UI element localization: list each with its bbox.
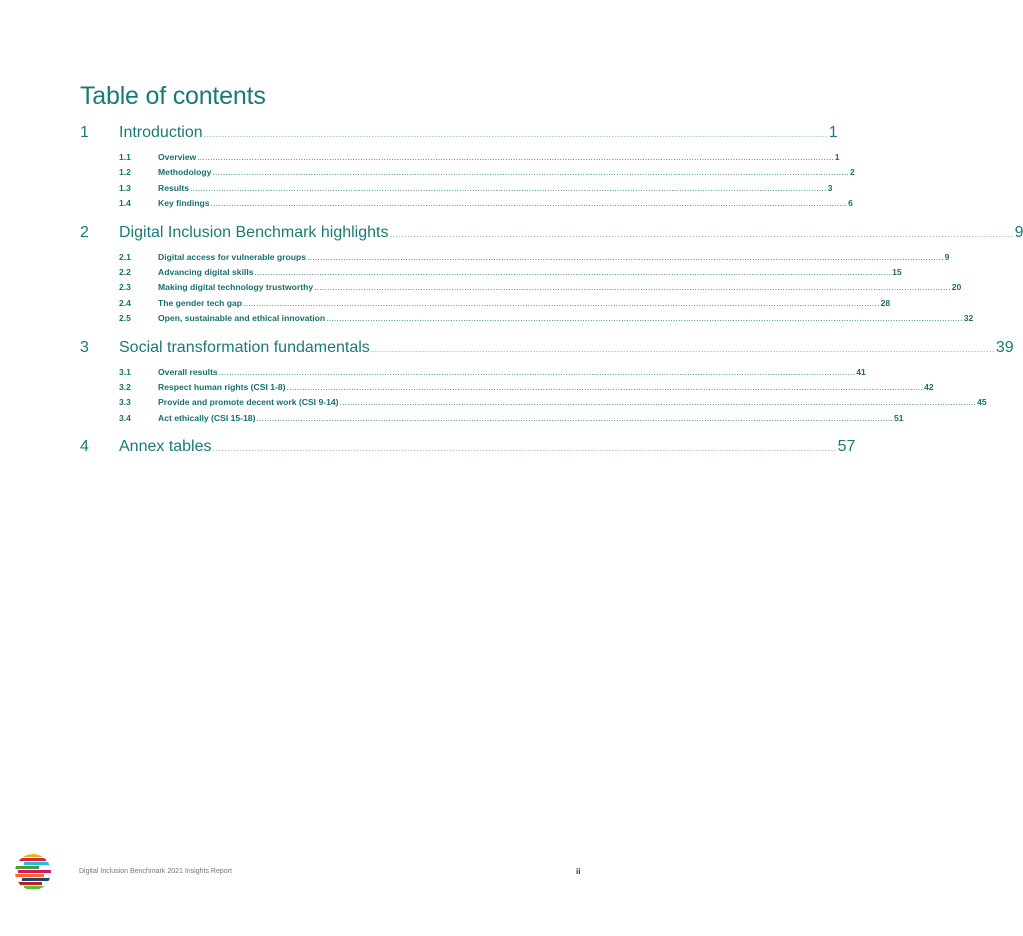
section-number: 1.1 — [119, 152, 131, 162]
toc-section-1-2[interactable] — [119, 167, 855, 182]
dot-leader: ................................................................................................................................................................................................................ — [212, 443, 837, 454]
section-title: Digital access for vulnerable groups — [158, 251, 307, 262]
chapter-number: 2 — [80, 223, 89, 241]
toc-section-3-1[interactable] — [119, 366, 866, 382]
chapter-number: 1 — [80, 124, 89, 141]
section-number: 3.1 — [119, 366, 131, 377]
toc-section-1-4[interactable] — [119, 198, 853, 213]
section-number: 3.2 — [119, 381, 131, 392]
section-title: Advancing digital skills — [158, 266, 254, 277]
section-page: 9 — [944, 251, 950, 262]
section-page: 2 — [850, 167, 855, 178]
dot-leader: ...................................................................................................................................................................................................................................................... — [210, 198, 848, 209]
section-page: 3 — [827, 182, 833, 193]
section-number: 3.3 — [119, 397, 131, 408]
dot-leader: ...................................................................................................................................................................................................................................................... — [307, 251, 944, 262]
toc-section-3-4[interactable] — [119, 412, 904, 428]
world-benchmarking-alliance-logo-icon — [14, 853, 52, 891]
chapter-1-sections — [80, 146, 855, 224]
chapter-page: 39 — [995, 338, 1014, 356]
chapter-page: 9 — [1014, 223, 1023, 241]
chapter-2-sections — [80, 246, 974, 339]
section-number: 2.3 — [119, 282, 131, 293]
chapter-number: 3 — [80, 338, 89, 356]
toc-section-1-1[interactable] — [119, 152, 840, 167]
section-number: 1.2 — [119, 167, 131, 178]
dot-leader: ...................................................................................................................................................................................................................................................... — [256, 412, 893, 423]
section-title: Making digital technology trustworthy — [158, 282, 314, 293]
dot-leader: ................................................................................................................................................................................................................ — [389, 228, 1014, 239]
section-title: Act ethically (CSI 15-18) — [158, 412, 256, 423]
chapter-number: 4 — [80, 438, 89, 456]
section-number: 1.4 — [119, 198, 131, 209]
section-number: 2.1 — [119, 251, 131, 262]
section-number: 2.4 — [119, 297, 131, 308]
chapter-title: Annex tables — [119, 438, 212, 456]
dot-leader: ...................................................................................................................................................................................................................................................... — [254, 266, 892, 277]
section-number: 1.3 — [119, 182, 131, 193]
dot-leader: ...................................................................................................................................................................................................................................................... — [212, 167, 850, 178]
toc-section-2-2[interactable] — [119, 266, 902, 282]
section-number: 3.4 — [119, 412, 131, 423]
table-of-contents — [80, 124, 1023, 460]
footer-report-name: Digital Inclusion Benchmark 2021 Insights Report — [79, 868, 232, 875]
dot-leader: ...................................................................................................................................................................................................................................................... — [286, 381, 924, 392]
chapter-title: Introduction — [119, 124, 203, 141]
section-page: 42 — [924, 381, 934, 392]
chapter-title: Digital Inclusion Benchmark highlights — [119, 223, 389, 241]
section-page: 1 — [834, 152, 840, 162]
chapter-page: 57 — [837, 438, 856, 456]
section-title: Results — [158, 182, 190, 193]
dot-leader: ...................................................................................................................................................................................................................................................... — [314, 282, 951, 293]
dot-leader: ...................................................................................................................................................................................................................................................... — [243, 297, 880, 308]
dot-leader: ...................................................................................................................................................................................................................................................... — [218, 366, 856, 377]
toc-section-2-3[interactable] — [119, 282, 962, 297]
toc-section-3-3[interactable] — [119, 397, 987, 412]
footer-page-number: ii — [576, 867, 581, 876]
dot-leader: ...................................................................................................................................................................................................................................................... — [326, 313, 963, 324]
toc-chapter-2[interactable] — [80, 223, 1023, 246]
section-page: 20 — [951, 282, 962, 293]
toc-chapter-1[interactable] — [80, 124, 838, 146]
toc-chapter-3[interactable] — [80, 338, 1014, 361]
toc-section-1-3[interactable] — [119, 182, 833, 198]
toc-section-3-2[interactable] — [119, 381, 934, 397]
dot-leader: ................................................................................................................................................................................................................ — [370, 343, 995, 354]
section-page: 6 — [848, 198, 853, 209]
section-title: Methodology — [158, 167, 212, 178]
toc-chapter-4[interactable] — [80, 438, 856, 460]
section-title: Provide and promote decent work (CSI 9-14) — [158, 397, 339, 408]
section-title: Overview — [158, 152, 197, 162]
dot-leader: ...................................................................................................................................................................................................................................................... — [197, 152, 834, 162]
toc-section-2-5[interactable] — [119, 313, 974, 328]
section-title: The gender tech gap — [158, 297, 243, 308]
chapter-page: 1 — [828, 124, 838, 141]
section-number: 2.2 — [119, 266, 131, 277]
page-title: Table of contents — [80, 82, 266, 110]
dot-leader: ...................................................................................................................................................................................................................................................... — [339, 397, 977, 408]
section-title: Open, sustainable and ethical innovation — [158, 313, 326, 324]
section-page: 45 — [977, 397, 987, 408]
section-title: Respect human rights (CSI 1-8) — [158, 381, 286, 392]
dot-leader: ................................................................................................................................................................................................................ — [203, 129, 828, 139]
section-page: 51 — [894, 412, 904, 423]
chapter-title: Social transformation fundamentals — [119, 338, 370, 356]
section-page: 15 — [892, 266, 902, 277]
section-title: Overall results — [158, 366, 218, 377]
section-title: Key findings — [158, 198, 210, 209]
dot-leader: ...................................................................................................................................................................................................................................................... — [190, 182, 827, 193]
toc-section-2-4[interactable] — [119, 297, 891, 313]
toc-section-2-1[interactable] — [119, 251, 950, 267]
chapter-3-sections — [80, 361, 987, 439]
section-page: 32 — [963, 313, 974, 324]
section-page: 41 — [856, 366, 866, 377]
section-number: 2.5 — [119, 313, 131, 324]
section-page: 28 — [880, 297, 891, 308]
